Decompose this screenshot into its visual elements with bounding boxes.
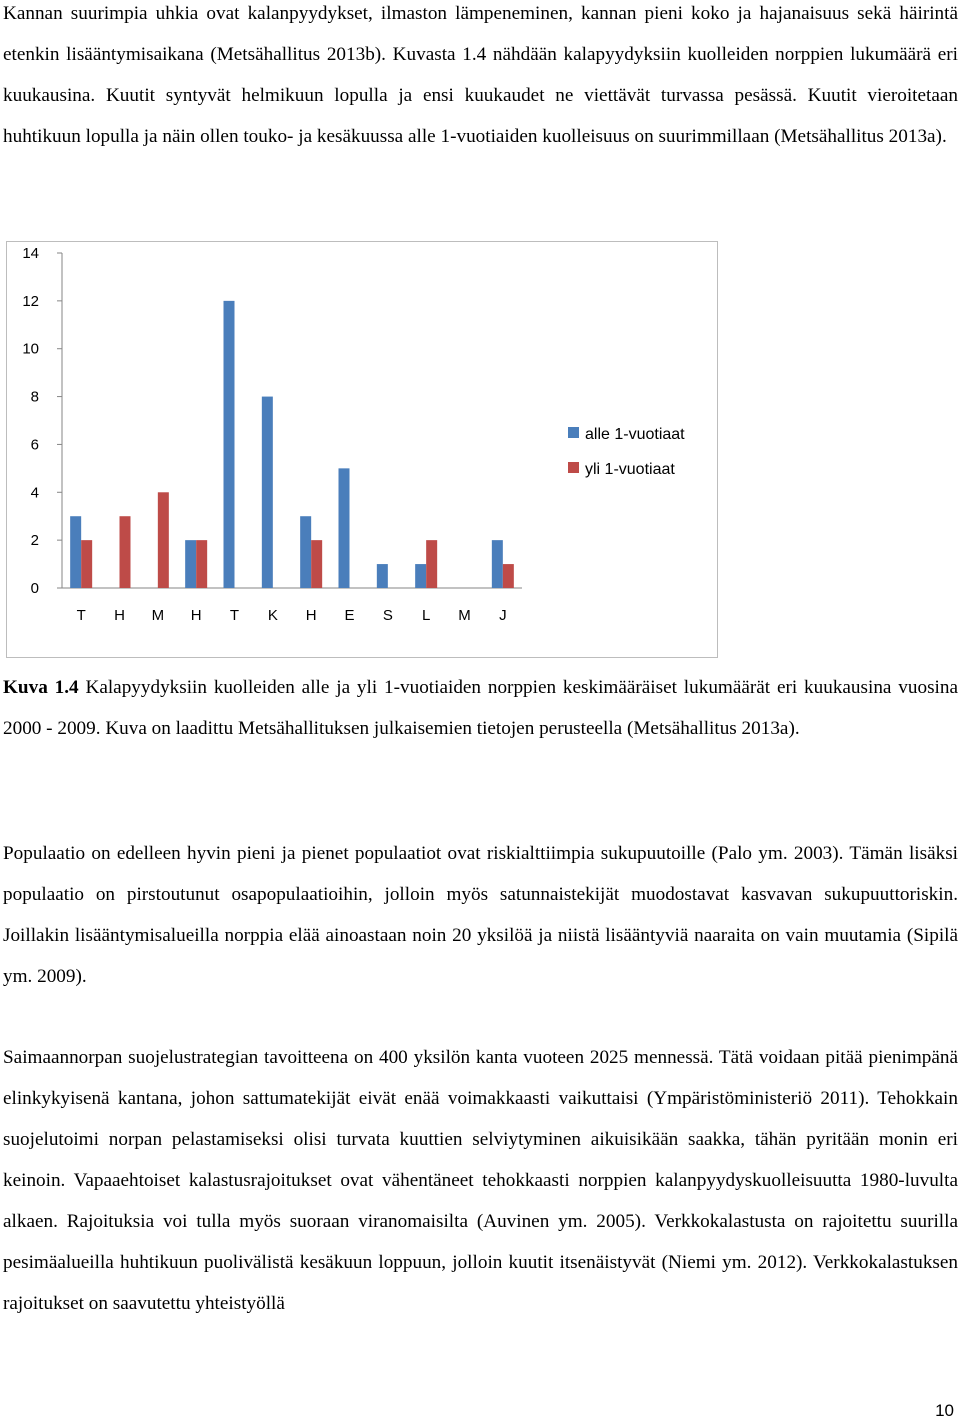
y-tick-label: 12 xyxy=(22,292,39,310)
y-tick-label: 14 xyxy=(22,245,39,262)
paragraph-population: Populaatio on edelleen hyvin pieni ja pienet populaatiot ovat riskialttiimpia sukupuutoille (Palo ym. 2003). Tämän lisäksi populaatio on pirstoutunut osapopulaatioihin, jolloin myös satunnaistekijät muodostavat kasvavan sukupuuttoriskin. Joillakin lisääntymisalueilla norppia elää ainoastaan noin 20 yksilöä ja niistä lisääntyviä naaraita on vain muutamia (Sipilä ym. 2009). xyxy=(3,843,958,987)
bar-under-1-9 xyxy=(377,564,388,588)
x-tick-label: E xyxy=(344,607,355,624)
x-tick-label: H xyxy=(305,607,317,624)
legend-swatch-over-1 xyxy=(568,462,579,473)
bar-under-1-12 xyxy=(492,540,503,588)
y-tick-label: 8 xyxy=(30,388,39,406)
page-number: 10 xyxy=(935,1401,954,1420)
x-tick-label: H xyxy=(114,607,125,624)
figure-caption xyxy=(3,667,958,749)
y-tick-label: 10 xyxy=(22,340,39,358)
bar-under-1-8 xyxy=(339,468,350,588)
legend-label-over-1: yli 1-vuotiaat xyxy=(585,461,675,478)
bar-over-1-7 xyxy=(311,540,322,588)
x-tick-label: M xyxy=(458,607,471,624)
bar-over-1-3 xyxy=(158,492,169,588)
bar-over-1-12 xyxy=(503,564,514,588)
bar-under-1-1 xyxy=(70,516,81,588)
x-tick-label: S xyxy=(382,607,393,624)
y-tick-label: 6 xyxy=(30,436,39,454)
paragraph-intro: Kannan suurimpia uhkia ovat kalanpyydykset, ilmaston lämpeneminen, kannan pieni koko ja hajanaisuus sekä häirintä etenkin lisääntymisaikana (Metsähallitus 2013b). Kuvasta 1.4 nähdään kalapyydyksiin kuolleiden norppien lukumäärä eri kuukausina. Kuutit syntyvät helmikuun lopulla ja ensi kuukaudet ne viettävät turvassa pesässä. Kuutit vieroitetaan huhtikuun lopulla ja näin ollen touko- ja kesäkuussa alle 1-vuotiaiden kuolleisuus on suurimmillaan (Metsähallitus 2013a). xyxy=(3,3,958,147)
y-tick-label: 2 xyxy=(30,532,39,550)
x-tick-label: L xyxy=(421,607,431,624)
legend-label-under-1: alle 1-vuotiaat xyxy=(585,426,685,443)
y-tick-label: 4 xyxy=(30,484,39,502)
caption-text: Kalapyydyksiin kuolleiden alle ja yli 1-vuotiaiden norppien keskimääräiset lukumäärät eri kuukausina vuosina 2000 - 2009. Kuva on laadittu Metsähallituksen julkaisemien tietojen perusteella (Metsähallitus 2013a). xyxy=(3,677,958,739)
chart-container xyxy=(6,241,718,658)
bar-over-1-2 xyxy=(120,516,131,588)
bar-over-1-10 xyxy=(426,540,437,588)
x-tick-label: M xyxy=(151,607,165,624)
x-tick-label: T xyxy=(229,607,240,624)
caption-label: Kuva 1.4 xyxy=(3,677,79,698)
legend-swatch-under-1 xyxy=(568,427,579,438)
x-tick-label: H xyxy=(190,607,202,624)
x-tick-label: K xyxy=(267,607,278,624)
bar-under-1-6 xyxy=(262,397,273,588)
x-tick-label: J xyxy=(499,607,507,624)
x-tick-label: T xyxy=(76,607,86,624)
bar-under-1-4 xyxy=(185,540,196,588)
bar-chart xyxy=(7,242,719,659)
bar-over-1-1 xyxy=(81,540,92,588)
paragraph-strategy: Saimaannorpan suojelustrategian tavoitteena on 400 yksilön kanta vuoteen 2025 mennessä. Tätä voidaan pitää pienimpänä elinkykyisenä kantana, johon sattumatekijät eivät enää voimakkaasti vaikuttaisi (Ympäristöministeriö 2011). Tehokkain suojelutoimi norpan pelastamiseksi olisi turvata kuuttien selviytyminen aikuisikään saakka, tähän pyritään monin eri keinoin. Vapaaehtoiset kalastusrajoitukset ovat vähentäneet tehokkaasti norppien kalanpyydyskuolleisuutta 1980-luvulta alkaen. Rajoituksia voi tulla myös suoraan viranomaisilta (Auvinen ym. 2005). Verkkokalastusta on rajoitettu suurilla pesimäalueilla huhtikuun puolivälistä kesäkuun loppuun, jolloin kuutit itsenäistyvät (Niemi ym. 2012). Verkkokalastuksen rajoitukset on saavutettu yhteistyöllä xyxy=(3,1047,958,1314)
bar-under-1-10 xyxy=(415,564,426,588)
bar-over-1-4 xyxy=(196,540,207,588)
bar-under-1-7 xyxy=(300,516,311,588)
bar-under-1-5 xyxy=(224,301,235,588)
y-tick-label: 0 xyxy=(30,580,39,597)
